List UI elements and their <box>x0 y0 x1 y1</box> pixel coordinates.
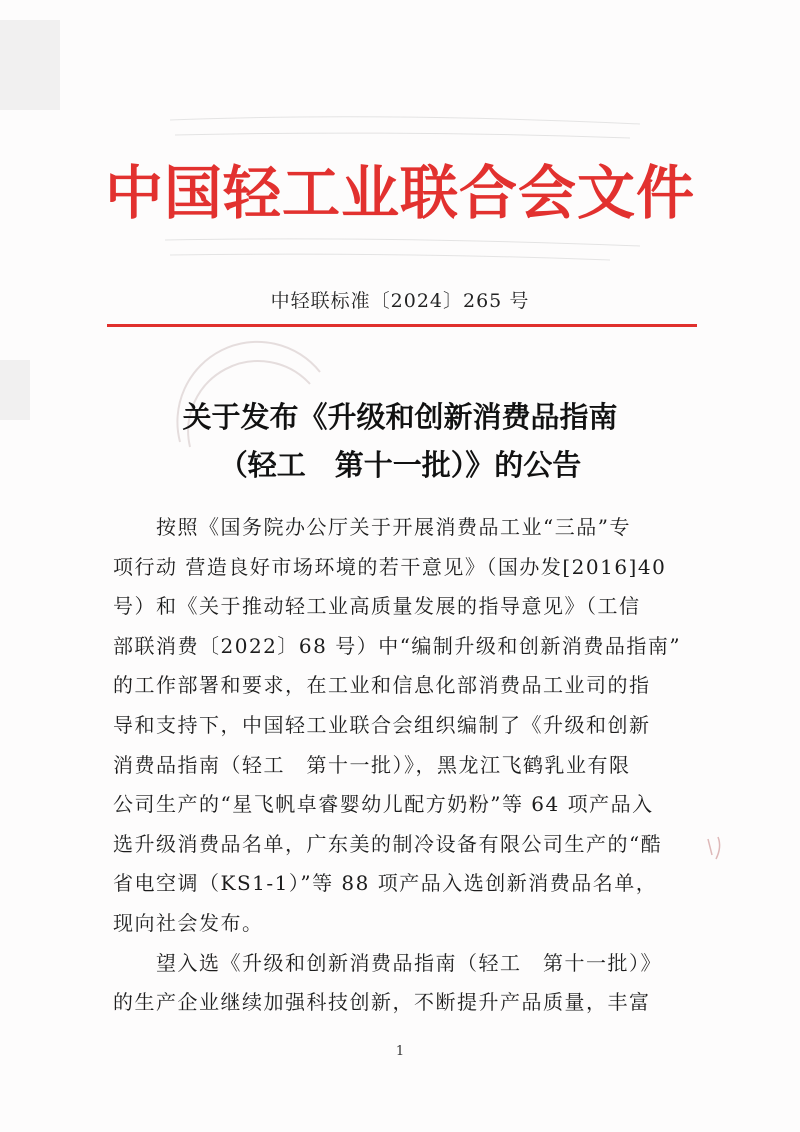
body-line: 选升级消费品名单，广东美的制冷设备有限公司生产的“酷 <box>113 831 663 856</box>
body-line: 项行动 营造良好市场环境的若干意见》（国办发[2016]40 <box>113 554 667 579</box>
body-line: 望入选《升级和创新消费品指南（轻工 第十一批）》 <box>113 950 662 975</box>
body-line: 按照《国务院办公厅关于开展消费品工业“三品”专 <box>113 515 631 539</box>
issuer-title: 中国轻工业联合会文件 <box>104 159 695 227</box>
pen-mark <box>700 833 730 863</box>
document-number: 中轻联标准〔2024〕265 号 <box>270 290 530 312</box>
body-line: 部联消费〔2022〕68 号）中“编制升级和创新消费品指南” <box>113 633 682 658</box>
body-line: 现向社会发布。 <box>113 910 264 935</box>
announcement-title-line-1: 关于发布《升级和创新消费品指南 <box>182 400 618 434</box>
announcement-title <box>0 393 800 489</box>
body-line: 消费品指南（轻工 第十一批）》，黑龙江飞鹤乳业有限 <box>113 752 631 777</box>
red-divider <box>107 324 697 327</box>
body-line: 省电空调（KS1-1）”等 88 项产品入选创新消费品名单， <box>113 871 658 896</box>
body-line: 公司生产的“星飞帆卓睿婴幼儿配方奶粉”等 64 项产品入 <box>113 792 654 817</box>
body-line: 的生产企业继续加强科技创新，不断提升产品质量，丰富 <box>113 990 651 1015</box>
body-line: 的工作部署和要求，在工业和信息化部消费品工业司的指 <box>113 673 651 698</box>
announcement-body <box>113 508 693 1023</box>
body-line: 号）和《关于推动轻工业高质量发展的指导意见》（工信 <box>113 594 641 619</box>
body-line: 导和支持下，中国轻工业联合会组织编制了《升级和创新 <box>113 712 651 737</box>
announcement-title-line-2: （轻工 第十一批）》的公告 <box>218 448 582 482</box>
page-number: 1 <box>395 1044 405 1059</box>
